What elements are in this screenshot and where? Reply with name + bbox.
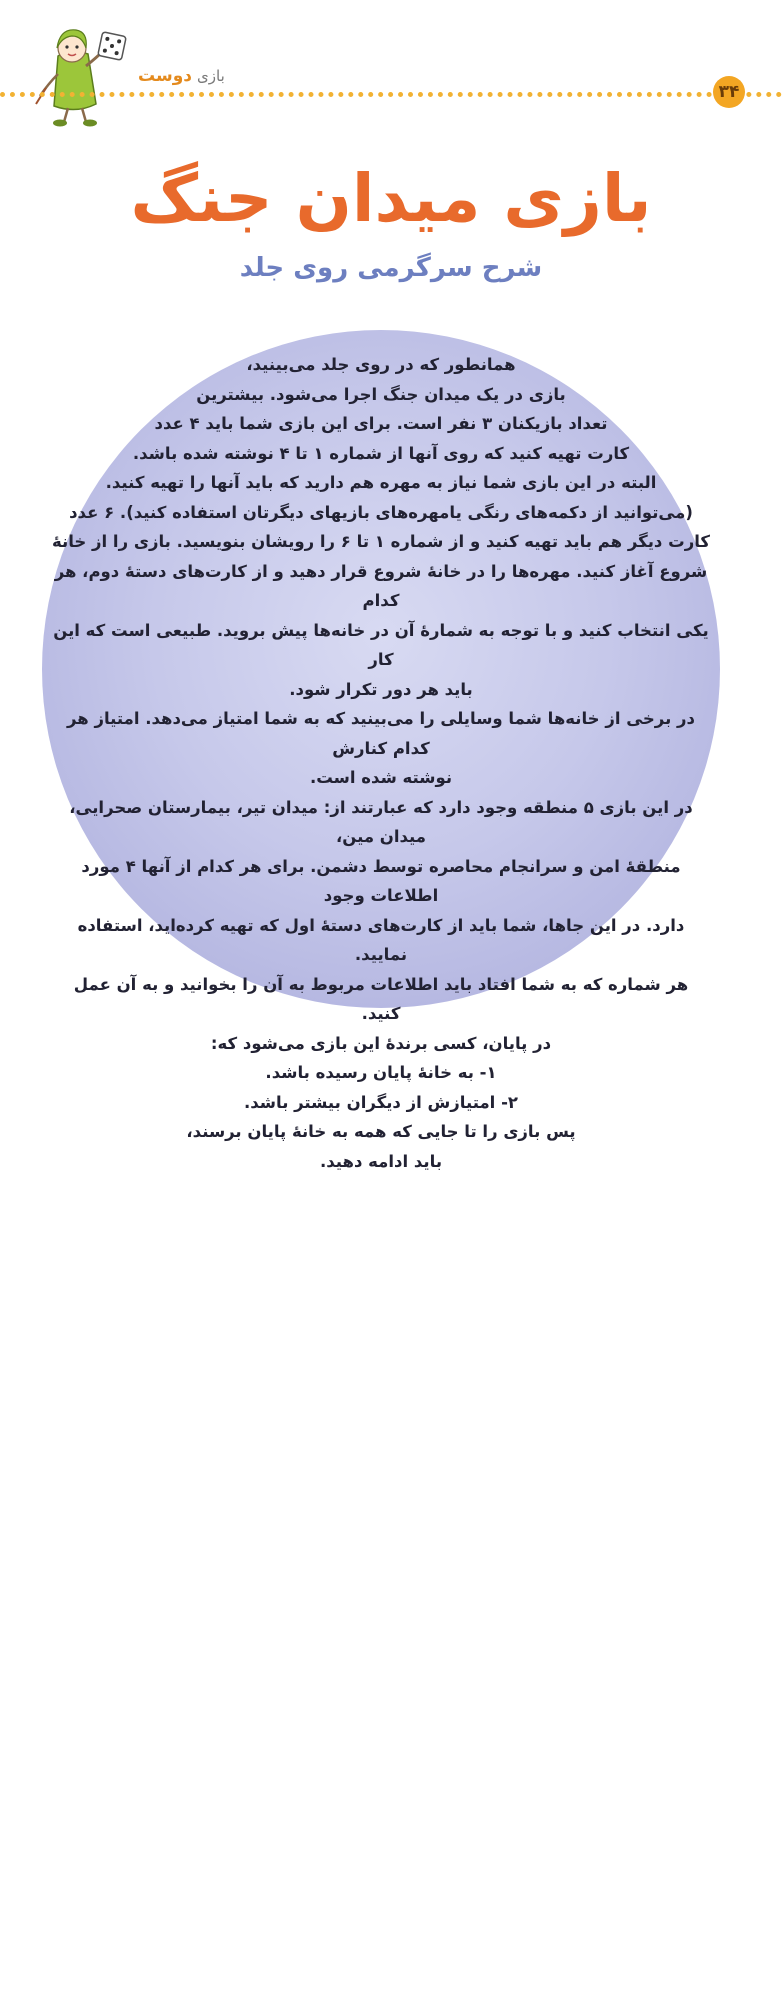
body-line: در این بازی ۵ منطقه وجود دارد که عبارتند از: میدان تیر، بیمارستان صحرایی، میدان مین،	[69, 797, 693, 846]
body-line: دارد. در این جاها، شما باید از کارت‌های دستهٔ اول که تهیه کرده‌اید، استفاده نمایید.	[77, 915, 685, 964]
body-line: بازی در یک میدان جنگ اجرا می‌شود. بیشترین	[196, 384, 566, 404]
girl-with-dice-illustration	[30, 18, 145, 128]
page-title: بازی میدان جنگ	[130, 160, 652, 237]
body-line: منطقهٔ امن و سرانجام محاصره توسط دشمن. برای هر کدام از آنها ۴ مورد اطلاعات وجود	[81, 856, 681, 905]
body-line: نوشته شده است.	[309, 768, 453, 787]
body-line: کارت دیگر هم باید تهیه کنید و از شماره ۱ تا ۶ را رویشان بنویسید. بازی را از خانهٔ	[52, 532, 710, 551]
body-line: هر شماره که به شما افتاد باید اطلاعات مربوط به آن را بخوانید و به آن عمل کنید.	[73, 974, 689, 1023]
body-line: باید ادامه دهید.	[319, 1151, 443, 1171]
body-line: در برخی از خانه‌ها شما وسایلی را می‌بینید که به شما امتیاز می‌دهد. امتیاز هر کدام کنارش	[67, 709, 695, 758]
body-line: همانطور که در روی جلد می‌بینید،	[246, 355, 516, 374]
page-number-badge: ۳۴	[713, 76, 745, 108]
body-line: تعداد بازیکنان ۳ نفر است. برای این بازی شما باید ۴ عدد	[154, 414, 608, 433]
body-line: البته در این بازی شما نیاز به مهره هم دارید که باید آنها را تهیه کنید.	[105, 473, 657, 492]
section-label	[138, 64, 225, 88]
body-line: باید هر دور تکرار شود.	[289, 679, 473, 699]
dotted-divider	[0, 92, 782, 97]
body-line: ۲- امتیازش از دیگران بیشتر باشد.	[243, 1092, 518, 1112]
body-line: کارت تهیه کنید که روی آنها از شماره ۱ تا ۴ نوشته شده باشد.	[132, 443, 630, 463]
article-body	[52, 350, 710, 1176]
body-line: پس بازی را تا جایی که همه به خانهٔ پایان برسند،	[186, 1122, 576, 1141]
brand-logo-text: دوست	[138, 66, 193, 86]
body-line: یکی انتخاب کنید و با توجه به شمارهٔ آن در خانه‌ها پیش بروید. طبیعی است که این کار	[53, 620, 709, 669]
body-line: در پایان، کسی برندهٔ این بازی می‌شود که:	[210, 1033, 552, 1053]
section-label-text: بازی	[197, 67, 225, 85]
body-line: شروع آغاز کنید. مهره‌ها را در خانهٔ شروع قرار دهید و از کارت‌های دستهٔ دوم، هر کدام	[54, 561, 708, 610]
body-line: ۱- به خانهٔ پایان رسیده باشد.	[265, 1063, 497, 1082]
page-header	[0, 0, 782, 130]
body-line: (می‌توانید از دکمه‌های رنگی یامهره‌های بازیهای دیگرتان استفاده کنید). ۶ عدد	[69, 502, 693, 522]
page-subtitle: شرح سرگرمی روی جلد	[239, 253, 543, 283]
